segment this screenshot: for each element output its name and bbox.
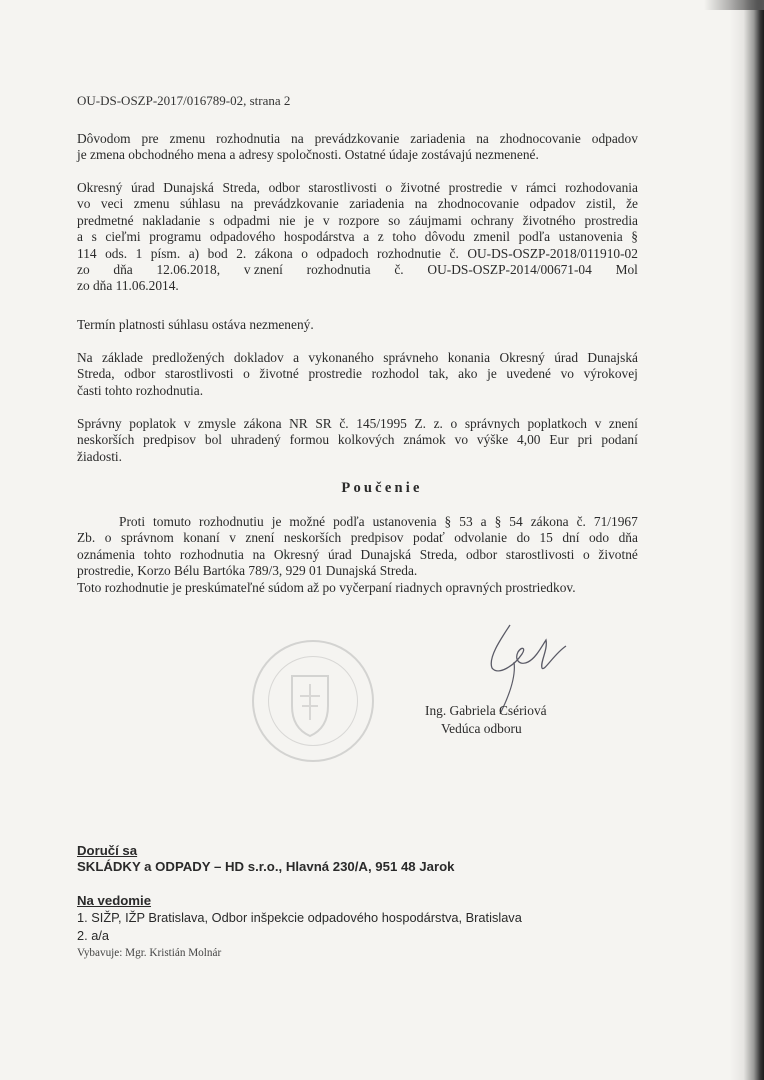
scan-edge-shadow (730, 0, 764, 1080)
word: výrokovej (583, 366, 638, 382)
word: odpadového (209, 229, 276, 245)
text-line (77, 196, 638, 212)
text-line (77, 350, 638, 366)
text-line: zo dňa 11.06.2014. (77, 278, 179, 294)
word: dôvodu (424, 229, 465, 245)
text-line: žiadosti. (77, 448, 122, 464)
word: Proti (119, 514, 146, 529)
word: rozhodnutie (377, 245, 441, 261)
word: odpadov (529, 196, 576, 212)
word: Okresný (499, 350, 545, 365)
paragraph-basis (77, 350, 638, 399)
paragraph-fee (77, 416, 638, 465)
word: prevádzkovanie (253, 196, 339, 212)
text-line: časti tohto rozhodnutia. (77, 382, 204, 398)
signatory-name: Ing. Gabriela Csériová (425, 703, 547, 718)
word: § (494, 514, 502, 529)
section-heading-instruction: Poučenie (341, 480, 423, 496)
document-reference: OU-DS-OSZP-2017/016789-02, strana 2 (77, 93, 291, 108)
word: podať (413, 530, 445, 546)
word: zákona (243, 416, 282, 431)
delivery-label: Doručí sa (77, 843, 138, 858)
word: dokladov (233, 350, 284, 365)
word: v (229, 530, 236, 546)
word: záujmami (409, 212, 462, 228)
text-line (77, 229, 638, 245)
word: SR (315, 416, 332, 431)
word: odbor (124, 366, 156, 382)
word: zariadenia (410, 131, 466, 146)
word: je (271, 514, 282, 529)
word: zariadenia (349, 196, 405, 212)
word: písm. (150, 245, 181, 261)
word: životné (400, 180, 441, 195)
word: zákona (254, 245, 293, 261)
word: životné (259, 366, 299, 382)
word: č. (449, 245, 459, 261)
word: základe (102, 350, 143, 365)
word: prevádzkovanie (314, 131, 400, 146)
word: správnom (120, 530, 174, 546)
word: Z. (414, 416, 426, 431)
word: Dôvodom (77, 131, 131, 146)
text-line (77, 530, 638, 546)
word: konania (447, 350, 491, 365)
word: oznámenia (77, 546, 135, 562)
word: dňa (113, 262, 133, 278)
word: na (414, 196, 428, 212)
word: č. (576, 514, 586, 529)
word: zmysle (198, 416, 236, 431)
word: 15 (539, 530, 553, 546)
word: je (487, 366, 497, 382)
text-line (77, 246, 638, 262)
word: tomuto (153, 514, 191, 529)
word: na (291, 131, 304, 146)
word: že (626, 196, 638, 212)
word: neskorších (283, 530, 342, 546)
official-stamp-icon (252, 640, 374, 762)
word: nie (279, 212, 296, 228)
word: úrad (327, 546, 352, 562)
word: 2. (236, 245, 247, 261)
word: podaní (601, 432, 638, 448)
word: správnych (464, 416, 520, 431)
word: Mol (615, 262, 638, 278)
word: Správny (77, 416, 122, 431)
word: programu (149, 229, 202, 245)
word: s (209, 212, 215, 228)
paragraph-instruction (77, 514, 638, 596)
word: predložených (152, 350, 225, 365)
word: v (322, 212, 330, 228)
word: bod (207, 245, 228, 261)
word: ustanovenia (558, 229, 623, 245)
word: ods. (105, 245, 128, 261)
word: vo (454, 432, 469, 448)
word: životné (598, 546, 638, 562)
word: Dunajská (163, 180, 214, 195)
word: neskorších (77, 432, 135, 448)
word: tohto (143, 546, 172, 562)
signatory-title: Vedúca odboru (441, 721, 522, 736)
word: na (230, 196, 244, 212)
word: rozhodol (371, 366, 420, 382)
text-line: prostredie, Korzo Bélu Bartóka 789/3, 929 01 Dunajská Streda. (77, 563, 418, 579)
word: správneho (383, 350, 439, 365)
word: Dunajská (587, 350, 638, 365)
word: Na (77, 350, 93, 365)
word: rozpore (338, 212, 380, 228)
word: v (510, 180, 518, 195)
word: v (594, 416, 602, 431)
text-line: Termín platnosti súhlasu ostáva nezmenený. (77, 317, 314, 332)
word: predmetné (77, 212, 134, 228)
word: toho (392, 229, 417, 245)
word: formou (289, 432, 330, 448)
word: podľa (518, 229, 551, 245)
stamp-emblem-icon (252, 640, 370, 758)
word: Okresný (273, 546, 320, 562)
word: predpisov (350, 530, 404, 546)
scan-corner-shadow (704, 0, 764, 10)
word: zhodnocovanie (499, 131, 581, 146)
word: rozhodnutia (216, 131, 281, 146)
word: zo (77, 262, 90, 278)
word: nakladanie (142, 212, 201, 228)
word: vo (560, 366, 574, 382)
word: do (516, 530, 530, 546)
word: odpadmi (223, 212, 271, 228)
text-line (77, 416, 638, 432)
word: a (363, 229, 370, 245)
word: s (91, 229, 97, 245)
text-line (77, 180, 638, 196)
word: o (301, 245, 308, 261)
word: z (377, 229, 384, 245)
text-line: Toto rozhodnutie je preskúmateľné súdom až po vyčerpaní riadnych opravných prostriedkov. (77, 579, 576, 595)
word: výške (476, 432, 509, 448)
word: odo (588, 530, 610, 546)
word: odpadov (591, 131, 638, 146)
word: prostredia (584, 212, 638, 228)
word: tak, (428, 366, 449, 382)
text-line: je zmena obchodného mena a adresy spoločnosti. Ostatné údaje zostávajú nezmenené. (77, 147, 539, 163)
word: znení (245, 530, 275, 546)
word: zistil, (586, 196, 616, 212)
word: kolkových (337, 432, 395, 448)
word: uhradený (230, 432, 281, 448)
word: odpadoch (316, 245, 369, 261)
word: dňa (618, 530, 638, 546)
notice-item: 1. SIŽP, IŽP Bratislava, Odbor inšpekcie odpadového hospodárstva, Bratislava (77, 910, 522, 925)
handled-by: Vybavuje: Mgr. Kristián Molnár (77, 947, 222, 959)
word: odbor (268, 180, 300, 195)
word: zhodnocovanie (437, 196, 519, 212)
word: o (104, 530, 112, 546)
word: Streda, (222, 180, 260, 195)
word: č. (394, 262, 404, 278)
word: možné (289, 514, 326, 529)
word: na (476, 131, 489, 146)
word: 54 (509, 514, 523, 529)
word: rozhodnutia (179, 546, 244, 562)
word: § (631, 229, 638, 245)
word: cieľmi (105, 229, 141, 245)
word: § (444, 514, 452, 529)
word: o (450, 416, 458, 431)
word: 114 (77, 245, 97, 261)
word: Streda, (77, 366, 115, 382)
word: 53 (459, 514, 473, 529)
paragraph-reason (77, 131, 638, 164)
word: a (293, 350, 300, 365)
delivery-recipient: SKLÁDKY a ODPADY – HD s.r.o., Hlavná 230/A, 951 48 Jarok (77, 859, 455, 874)
text-line (77, 213, 638, 229)
word: rozhodnutiu (199, 514, 264, 529)
word: znení (608, 416, 638, 431)
word: a) (188, 245, 200, 261)
word: ako (458, 366, 478, 382)
word: zmenu (169, 131, 206, 146)
word: poplatok (129, 416, 177, 431)
word: ochrany (470, 212, 514, 228)
word: Streda, (419, 546, 458, 562)
word: pre (141, 131, 159, 146)
word: o (243, 366, 250, 382)
notice-label: Na vedomie (77, 893, 152, 908)
word: zmenu (133, 196, 170, 212)
word: v (183, 416, 191, 431)
word: č. (339, 416, 349, 431)
text-line (77, 131, 638, 147)
word: známok (403, 432, 446, 448)
word: 71/1967 (593, 514, 638, 529)
word: dní (562, 530, 580, 546)
text-line (77, 514, 638, 530)
word: z. (433, 416, 443, 431)
word: bol (204, 432, 222, 448)
word: Zb. (77, 530, 96, 546)
word: rozhodovania (565, 180, 638, 195)
paragraph-validity (77, 317, 638, 333)
word: a (480, 514, 487, 529)
word: ustanovenia (372, 514, 437, 529)
word: odvolanie (454, 530, 508, 546)
word: NR (289, 416, 308, 431)
word: a (77, 229, 83, 245)
word: súhlasu (180, 196, 221, 212)
word: veci (100, 196, 124, 212)
word: Dunajská (360, 546, 412, 562)
notice-item: 2. a/a (77, 928, 110, 943)
word: rámci (526, 180, 557, 195)
word: 4,00 (517, 432, 541, 448)
word: zmenil (473, 229, 510, 245)
word: v znení (243, 262, 283, 278)
word: uvedené (506, 366, 551, 382)
paragraph-decision (77, 180, 638, 295)
word: predpisov (143, 432, 196, 448)
word: zákona (530, 514, 569, 529)
word: je (304, 212, 315, 228)
word: rozhodnutia (306, 262, 371, 278)
text-line (77, 366, 638, 382)
word: prostredie (308, 366, 362, 382)
word: prostredie (448, 180, 503, 195)
word: 145/1995 (356, 416, 407, 431)
word: životného (522, 212, 576, 228)
word: 1 (135, 245, 143, 261)
word: pri (577, 432, 593, 448)
word: na (252, 546, 266, 562)
word: 12.06.2018, (156, 262, 221, 278)
word: vo (77, 196, 91, 212)
word: odbor (465, 546, 498, 562)
word: o (385, 180, 393, 195)
word: úrad (130, 180, 155, 195)
word: OU-DS-OSZP-2018/011910-02 (467, 245, 638, 261)
word: hospodárstva (283, 229, 355, 245)
word: konaní (183, 530, 220, 546)
text-line (77, 432, 638, 448)
word: starostlivosti (308, 180, 377, 195)
word: vykonaného (308, 350, 374, 365)
word: poplatkoch (527, 416, 587, 431)
word: Okresný (77, 180, 123, 195)
word: podľa (333, 514, 365, 529)
word: o (583, 546, 590, 562)
text-line-spaced (77, 262, 638, 278)
word: úrad (554, 350, 579, 365)
word: starostlivosti (165, 366, 234, 382)
word: OU-DS-OSZP-2014/00671-04 (427, 262, 592, 278)
word: starostlivosti (505, 546, 575, 562)
word: Eur (549, 432, 569, 448)
text-line (77, 547, 638, 563)
word: so (388, 212, 401, 228)
